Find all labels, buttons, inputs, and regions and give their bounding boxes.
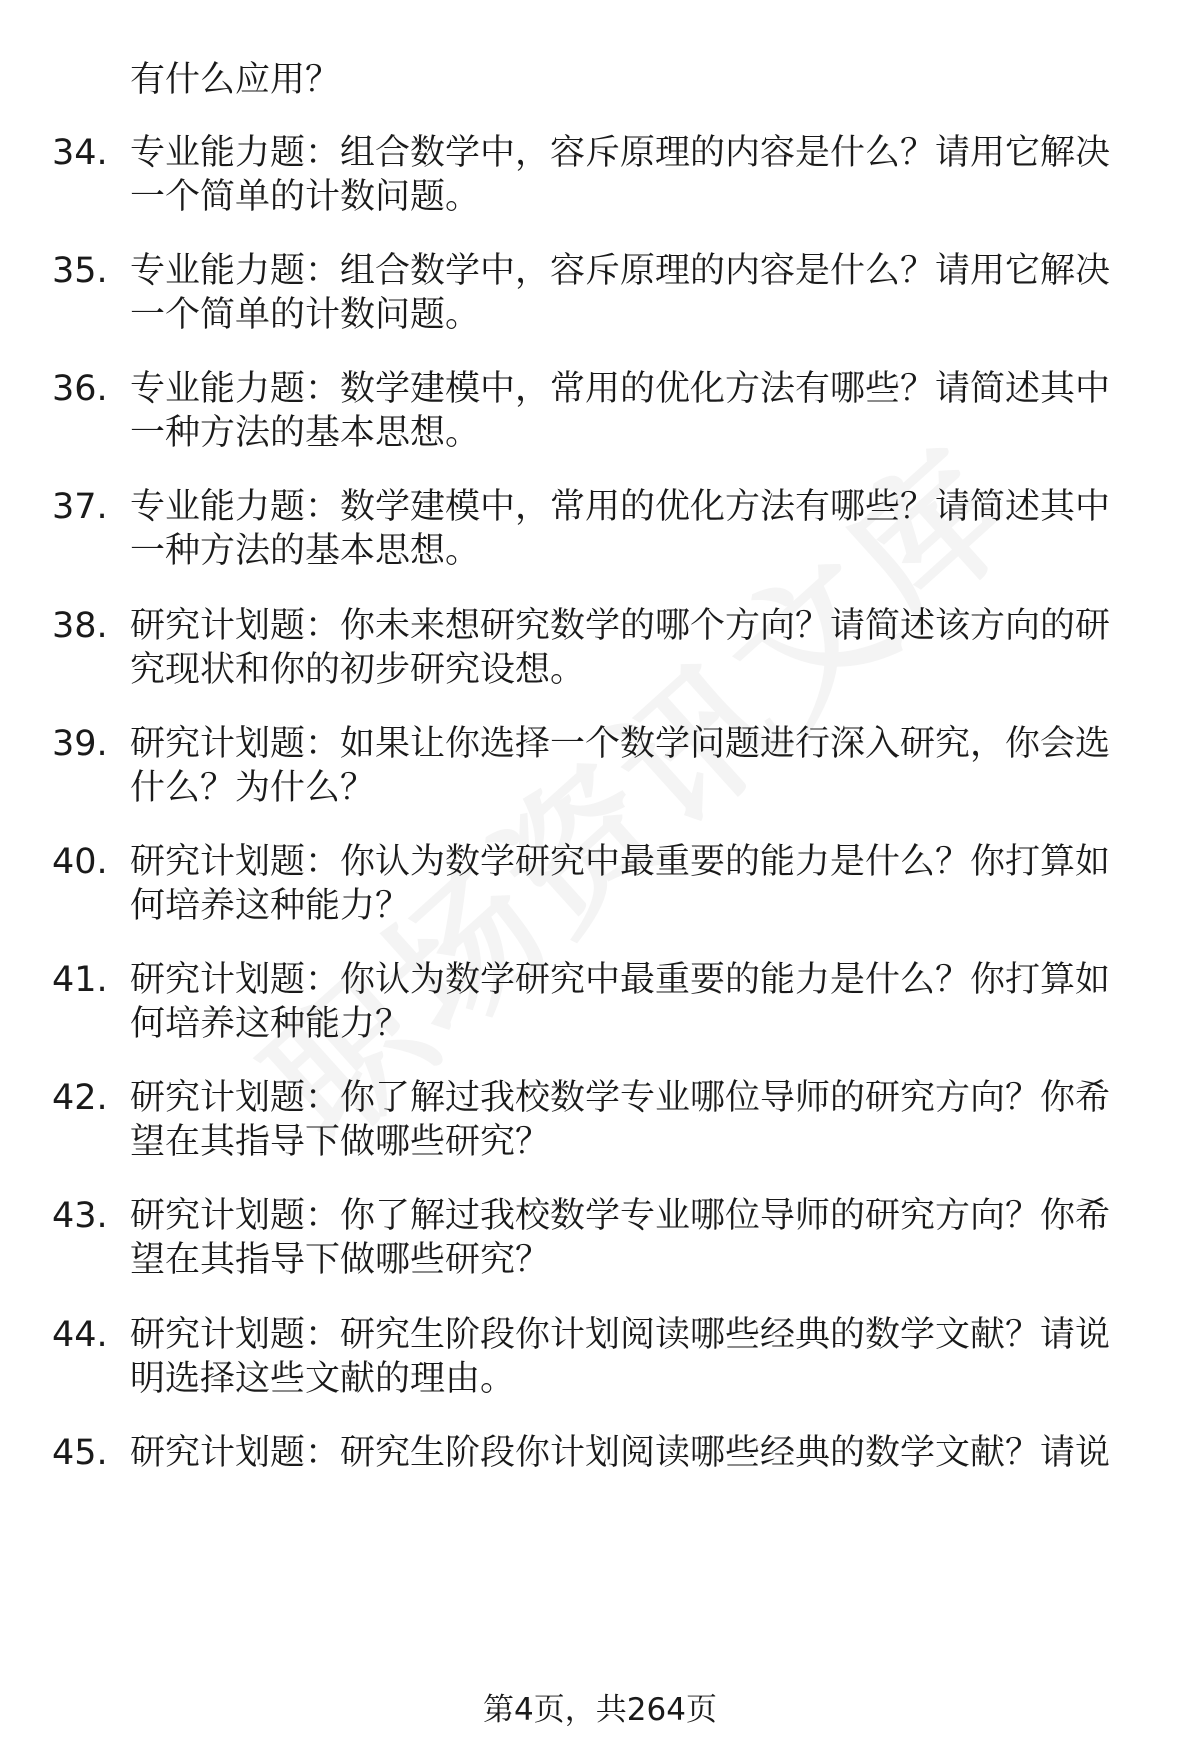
item-number: 34.	[52, 133, 108, 173]
item-number: 38.	[52, 606, 108, 646]
item-text-line2: 一个简单的计数问题。	[130, 295, 481, 335]
item-number: 39.	[52, 724, 108, 764]
item-text-line1: 专业能力题：数学建模中，常用的优化方法有哪些？请简述其中	[130, 487, 1111, 527]
item-text-line1: 研究计划题：你认为数学研究中最重要的能力是什么？你打算如	[130, 960, 1111, 1000]
item-number: 43.	[52, 1196, 108, 1236]
item-text-line1: 研究计划题：你了解过我校数学专业哪位导师的研究方向？你希	[130, 1078, 1111, 1118]
item-text-line1: 研究计划题：研究生阶段你计划阅读哪些经典的数学文献？请说	[130, 1433, 1111, 1473]
item-text-line2: 一种方法的基本思想。	[130, 413, 481, 453]
item-number: 44.	[52, 1315, 108, 1355]
item-text-line2: 一个简单的计数问题。	[130, 177, 481, 217]
item-text-line2: 望在其指导下做哪些研究？	[130, 1240, 551, 1280]
page-footer: 第4页，共264页	[483, 1692, 717, 1728]
item-text-line2: 望在其指导下做哪些研究？	[130, 1122, 551, 1162]
item-text-line2: 何培养这种能力？	[130, 1004, 411, 1044]
item-text-line2: 究现状和你的初步研究设想。	[130, 650, 586, 690]
item-text-line2: 一种方法的基本思想。	[130, 531, 481, 571]
continuation-line: 有什么应用？	[130, 60, 341, 100]
item-text-line1: 专业能力题：组合数学中，容斥原理的内容是什么？请用它解决	[130, 133, 1111, 173]
item-number: 35.	[52, 251, 108, 291]
item-number: 42.	[52, 1078, 108, 1118]
item-number: 45.	[52, 1433, 108, 1473]
item-text-line1: 研究计划题：你认为数学研究中最重要的能力是什么？你打算如	[130, 842, 1111, 882]
item-number: 36.	[52, 369, 108, 409]
item-text-line1: 研究计划题：你了解过我校数学专业哪位导师的研究方向？你希	[130, 1196, 1111, 1236]
item-text-line2: 什么？为什么？	[130, 768, 376, 808]
item-text-line2: 何培养这种能力？	[130, 886, 411, 926]
item-number: 41.	[52, 960, 108, 1000]
item-text-line1: 研究计划题：如果让你选择一个数学问题进行深入研究，你会选	[130, 724, 1111, 764]
item-number: 40.	[52, 842, 108, 882]
item-text-line1: 研究计划题：你未来想研究数学的哪个方向？请简述该方向的研	[130, 606, 1111, 646]
item-number: 37.	[52, 487, 108, 527]
item-text-line1: 专业能力题：组合数学中，容斥原理的内容是什么？请用它解决	[130, 251, 1111, 291]
item-text-line2: 明选择这些文献的理由。	[130, 1359, 516, 1399]
item-text-line1: 专业能力题：数学建模中，常用的优化方法有哪些？请简述其中	[130, 369, 1111, 409]
item-text-line1: 研究计划题：研究生阶段你计划阅读哪些经典的数学文献？请说	[130, 1315, 1111, 1355]
